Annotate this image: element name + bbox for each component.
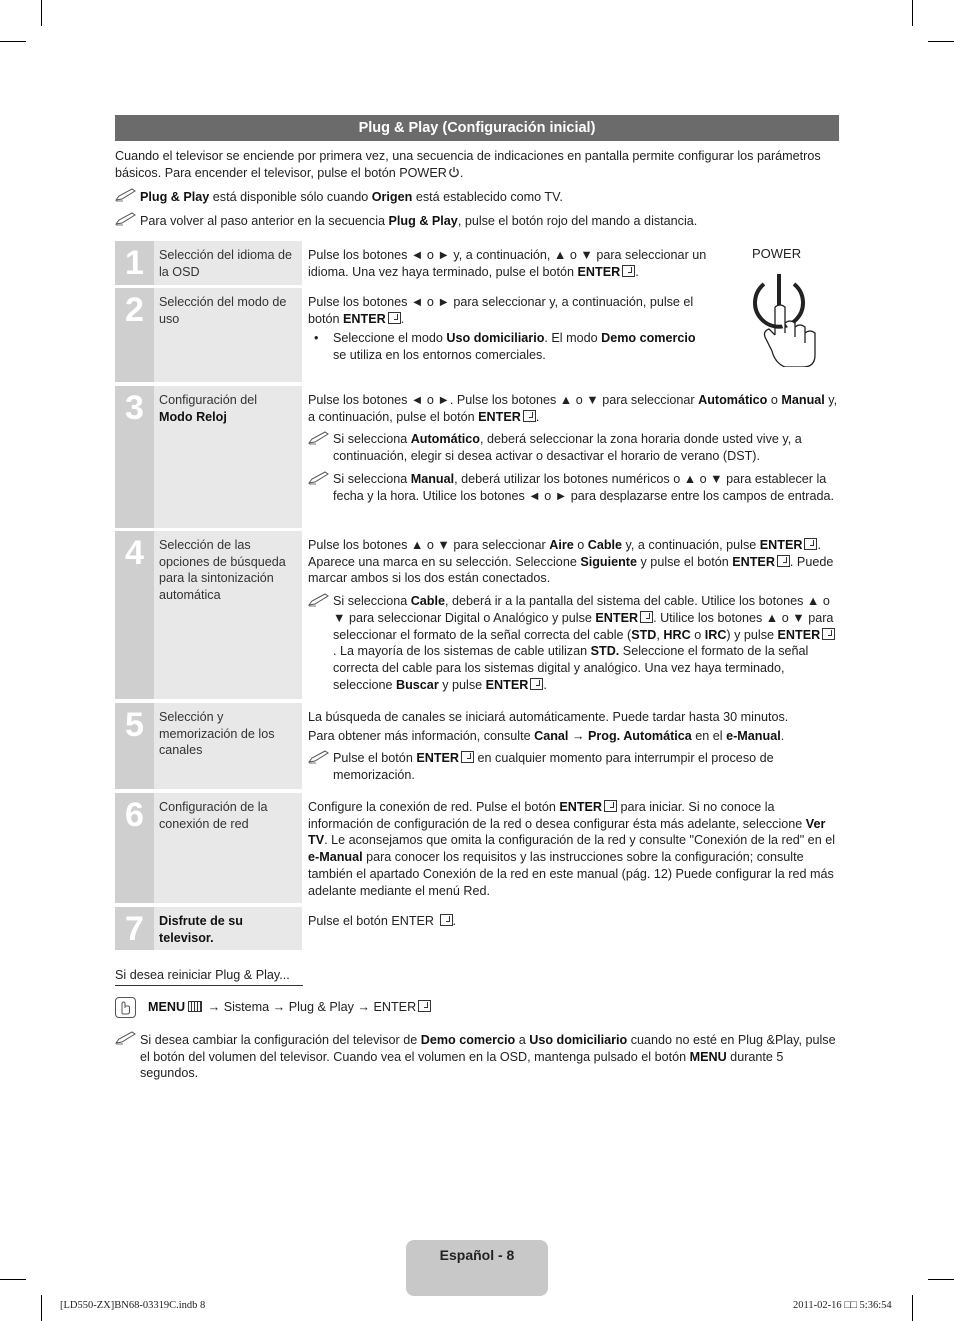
step-label: Configuración del Modo Reloj (154, 386, 302, 528)
enter-icon (461, 751, 474, 763)
pencil-note-icon (115, 188, 137, 202)
sub-note: Si selecciona Manual, deberá utilizar los botones numéricos o ▲ o ▼ para establecer la fecha y la hora. Utilice los botones ◄ o ► para desplazarse entre los campos de entrada. (308, 471, 838, 504)
step-number: 6 (115, 793, 154, 903)
step-description: Pulse los botones ◄ o ►. Pulse los botones ▲ o ▼ para seleccionar Automático o Manual y, a continuación, pulse el botón ENTER . Si selecciona Automático, deberá seleccionar la zona horaria donde usted vive y, a continuación, elegir si desea activar o desactivar el horario de verano (DST). Si selecciona Manual, deberá utilizar los botones numéricos o ▲ o ▼ para establecer la fecha y la hora. Utilice los botones ◄ o ► para desplazarse entre los campos de entrada. (308, 393, 838, 503)
crop-mark (912, 0, 913, 26)
menu-path: MENU → Sistema → Plug & Play → ENTER (115, 996, 431, 1016)
step-label: Selección y memorización de los canales (154, 703, 302, 789)
hand-icon (115, 997, 136, 1018)
enter-icon (604, 800, 617, 812)
note-previous-step: Para volver al paso anterior en la secuencia Plug & Play, pulse el botón rojo del mando a distancia. (115, 213, 845, 230)
step-description: Pulse los botones ◄ o ► y, a continuación, ▲ o ▼ para seleccionar un idioma. Una vez haya terminado, pulse el botón ENTER . (308, 248, 707, 279)
bullet-item: • Seleccione el modo Uso domiciliario. El modo Demo comercio se utiliza en los entornos comerciales. (308, 330, 708, 363)
step-row-2 (115, 288, 839, 382)
step-description: Pulse el botón ENTER . (308, 914, 457, 928)
step-description: Pulse los botones ◄ o ► para seleccionar y, a continuación, pulse el botón ENTER . • Seleccione el modo Uso domiciliario. El modo Demo comercio se utiliza en los entornos comerciales. (308, 294, 708, 364)
crop-mark (41, 0, 42, 26)
pencil-note-icon (308, 471, 330, 485)
pencil-note-icon (308, 431, 330, 445)
pencil-note-icon (115, 212, 137, 226)
intro-paragraph: Cuando el televisor se enciende por primera vez, una secuencia de indicaciones en pantalla permite configurar los parámetros básicos. Para encender el televisor, pulse el botón POWER . (115, 149, 821, 180)
enter-icon (440, 914, 453, 926)
step-number: 1 (115, 241, 154, 285)
enter-icon (622, 265, 635, 277)
crop-mark (912, 1295, 913, 1321)
step-row-1 (115, 241, 839, 285)
crop-mark (928, 1279, 954, 1280)
enter-icon (418, 1000, 431, 1012)
note-plug-play: Plug & Play está disponible sólo cuando Origen está establecido como TV. (115, 189, 845, 206)
step-number: 3 (115, 386, 154, 528)
section-title: Plug & Play (Configuración inicial) (115, 115, 839, 141)
crop-mark (0, 41, 26, 42)
power-label: POWER (752, 246, 802, 261)
enter-icon (777, 555, 790, 567)
footer-timestamp: 2011-02-16 □□ 5:36:54 (793, 1300, 892, 1311)
step-row-5 (115, 703, 839, 789)
reset-title: Si desea reiniciar Plug & Play... (115, 967, 303, 986)
step-number: 2 (115, 288, 154, 382)
crop-mark (0, 1279, 26, 1280)
footer-file: [LD550-ZX]BN68-03319C.indb 8 (60, 1300, 206, 1311)
enter-icon (388, 312, 401, 324)
crop-mark (928, 41, 954, 42)
step-row-3 (115, 386, 839, 528)
note-demo-mode: Si desea cambiar la configuración del televisor de Demo comercio a Uso domiciliario cuando no esté en Plug &Play, pulse el botón del volumen del televisor. Cuando vea el volumen en la OSD, mantenga pulsado el botón MENU durante 5 segundos. (115, 1032, 845, 1082)
step-number: 7 (115, 907, 154, 950)
page-number-tab: Español - 8 (406, 1240, 548, 1296)
enter-icon (822, 628, 835, 640)
menu-icon (188, 1001, 202, 1012)
step-row-4 (115, 531, 839, 699)
enter-icon (523, 410, 536, 422)
step-label: Selección de las opciones de búsqueda para la sintonización automática (154, 531, 302, 699)
step-description: Configure la conexión de red. Pulse el botón ENTER para iniciar. Si no conoce la información de configuración de la red o desea configurar ésta más adelante, seleccione Ver TV. Le aconsejamos que omita la configuración de la red y consulte "Conexión de la red" en el e-Manual para conocer los requisitos y las instrucciones sobre la configuración; consulte también el apartado Conexión de la red en este manual (pág. 12) Puede configurar la red más adelante mediante el menú Red. (308, 800, 835, 898)
sub-note: Si selecciona Cable, deberá ir a la pantalla del sistema del cable. Utilice los botones ▲ o ▼ para seleccionar Digital o Analógico y pulse ENTER . Utilice los botones ▲ o ▼ para seleccionar el formato de la señal correcta del cable (STD, HRC o IRC) y pulse ENTER. La mayoría de los sistemas de cable utilizan STD. Seleccione el formato de la señal correcta del cable para los sistemas digital y analógico. Una vez haya terminado, seleccione Buscar y pulse ENTER . (308, 593, 838, 693)
step-number: 5 (115, 703, 154, 789)
pencil-note-icon (308, 593, 330, 607)
enter-icon (530, 678, 543, 690)
pencil-note-icon (308, 750, 330, 764)
step-label: Selección del modo de uso (154, 288, 302, 382)
step-label: Configuración de la conexión de red (154, 793, 302, 903)
step-row-7 (115, 907, 839, 950)
step-label: Disfrute de su televisor. (154, 907, 302, 950)
pencil-note-icon (115, 1031, 137, 1045)
step-number: 4 (115, 531, 154, 699)
sub-note: Si selecciona Automático, deberá seleccionar la zona horaria donde usted vive y, a continuación, elegir si desea activar o desactivar el horario de verano (DST). (308, 431, 838, 464)
step-label: Selección del idioma de la OSD (154, 241, 302, 285)
power-icon (448, 166, 460, 178)
enter-icon (804, 538, 817, 550)
crop-mark (41, 1295, 42, 1321)
step-row-6 (115, 793, 839, 903)
step-description: Pulse los botones ▲ o ▼ para seleccionar Aire o Cable y, a continuación, pulse ENTER . Aparece una marca en su selección. Seleccione Siguiente y pulse el botón ENTER . Puede marcar ambos si los dos están conectados. Si selecciona Cable, deberá ir a la pantalla del sistema del cable. Utilice los botones ▲ o ▼ para seleccionar Digital o Analógico y pulse ENTER . Utilice los botones ▲ o ▼ para seleccionar el formato de la señal correcta del cable (STD, HRC o IRC) y pulse ENTER. La mayoría de los sistemas de cable utilizan STD. Seleccione el formato de la señal correcta del cable para los sistemas digital y analógico. Una vez haya terminado, seleccione Buscar y pulse ENTER . (308, 537, 838, 693)
enter-icon (640, 611, 653, 623)
sub-note: Pulse el botón ENTER en cualquier momento para interrumpir el proceso de memorización. (308, 750, 838, 783)
power-button-hand-icon (745, 263, 829, 367)
step-description: La búsqueda de canales se iniciará automáticamente. Puede tardar hasta 30 minutos. Para obtener más información, consulte Canal → Prog. Automática en el e-Manual. Pulse el botón ENTER en cualquier momento para interrumpir el proceso de memorización. (308, 709, 838, 784)
